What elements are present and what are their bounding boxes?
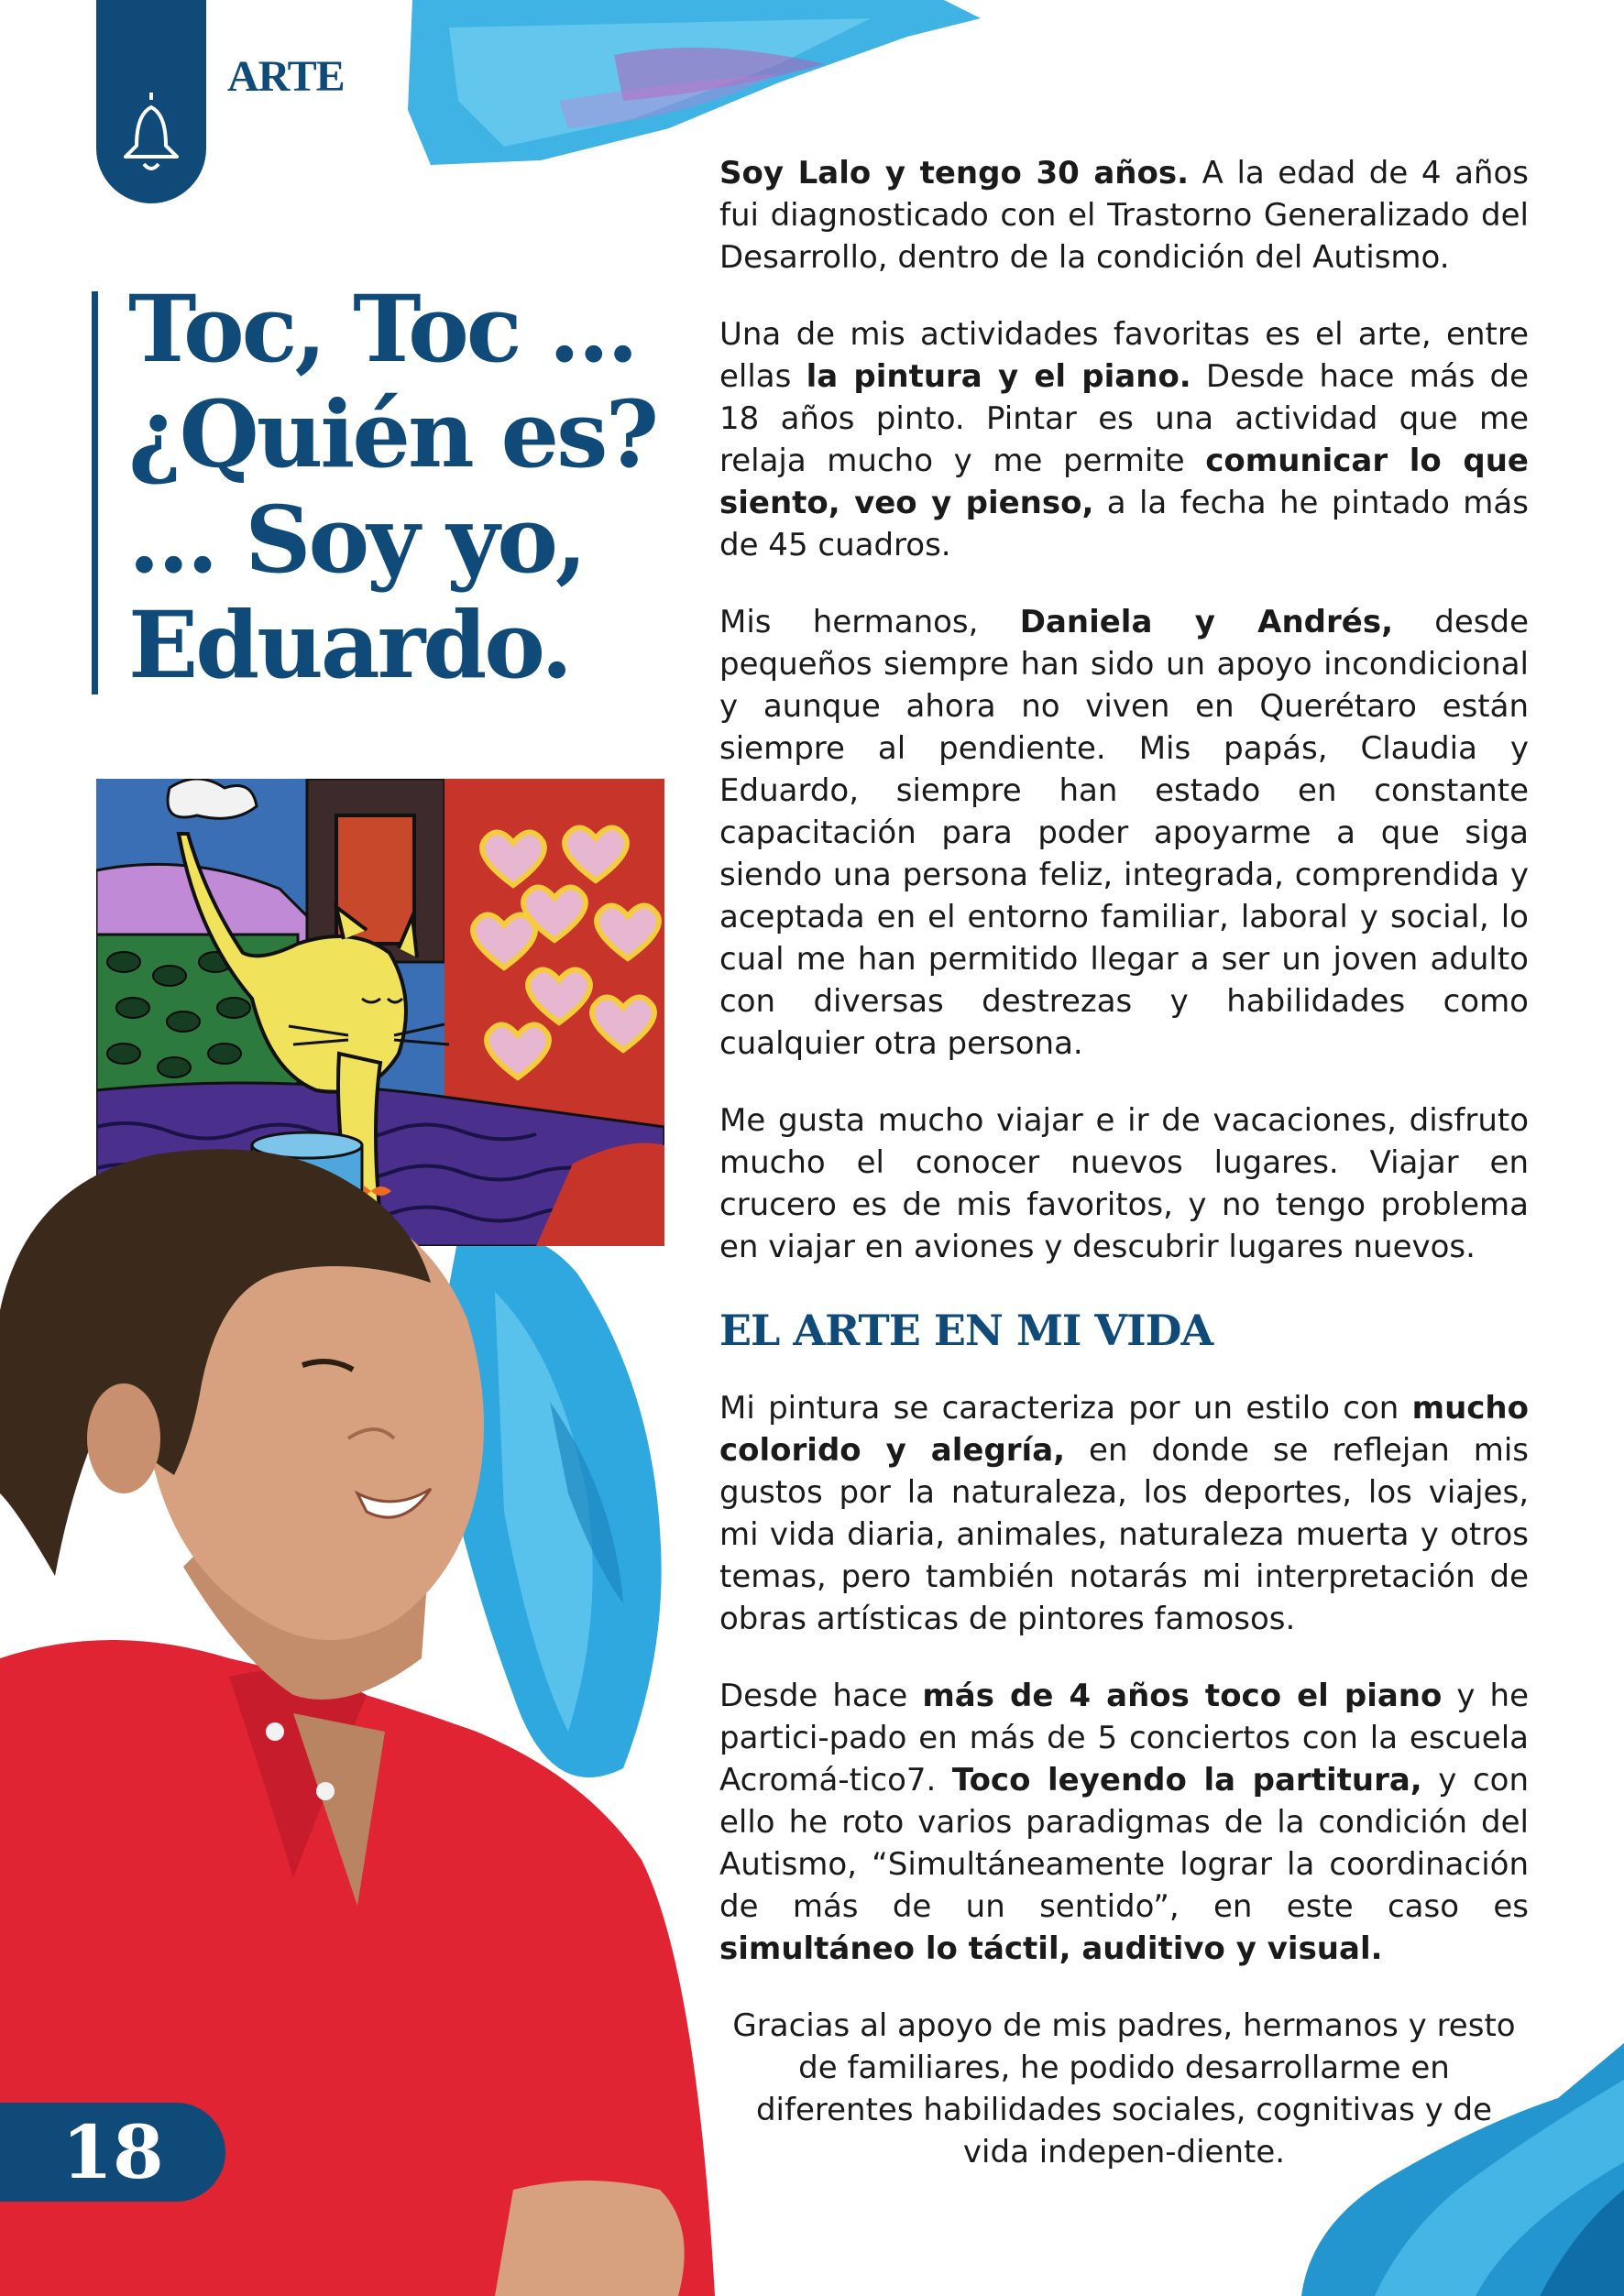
text: y he partici-pado en más de 5 conciertos con la escuela Acromá-tico7. (719, 1678, 1529, 1799)
section-subheading: EL ARTE EN MI VIDA (719, 1306, 1213, 1355)
bold-text: más de 4 años toco el piano (922, 1678, 1443, 1714)
page-number: 18 (0, 2103, 225, 2202)
section-tab (96, 0, 206, 203)
text: en donde se reflejan mis gustos por la naturaleza, los deportes, los viajes, mi vida diaria, animales, naturaleza muerta y otros temas, pero también notarás mi interpretación de obras artísticas de pintores famosos. (719, 1432, 1529, 1637)
text: A la edad de 4 años fui diagnosticado con el Trastorno Generalizado del Desarrollo, dentro de la condición del Autismo. (719, 155, 1529, 276)
article-body (719, 152, 1529, 2208)
bold-text: simultáneo lo táctil, auditivo y visual. (719, 1930, 1383, 1967)
bold-text: la pintura y el piano. (806, 358, 1191, 395)
article-paragraph (719, 1675, 1529, 1970)
bold-text: comunicar lo que siento, veo y pienso, (719, 443, 1529, 521)
headline-rule (92, 291, 98, 694)
text: Mi pintura se caracteriza por un estilo con (719, 1390, 1412, 1427)
article-paragraph (719, 1099, 1529, 1268)
text: a la fecha he pintado más de 45 cuadros. (719, 485, 1529, 563)
article-paragraph (719, 1387, 1529, 1640)
text: Mis hermanos, (719, 604, 1020, 640)
headline-line: Toc, Toc ... (128, 275, 636, 383)
bold-text: Soy Lalo y tengo 30 años. (719, 155, 1190, 191)
headline-line: ... Soy yo, (128, 486, 585, 594)
section-label: ARTE (227, 52, 345, 101)
article-paragraph (719, 601, 1529, 1065)
text: Una de mis actividades favoritas es el arte, entre ellas (719, 316, 1529, 395)
text: Desde hace (719, 1678, 923, 1714)
text: Me gusta mucho viajar e ir de vacaciones, disfruto mucho el conocer nuevos lugares. Viajar en crucero es de mis favoritos, y no tengo problema en viajar en aviones y descubrir lugares nuevos. (719, 1102, 1529, 1265)
article-paragraph (719, 152, 1529, 279)
headline-line: ¿Quién es? (128, 380, 657, 488)
text: desde pequeños siempre han sido un apoyo incondicional y aunque ahora no viven en Querétaro están siempre al pendiente. Mis papás, Claudia y Eduardo, siempre han estado en constante capacitación para poder apoyarme a que siga siendo una persona feliz, integrada, comprendida y aceptada en el entorno familiar, laboral y social, lo cual me han permitido llegar a ser un joven adulto con diversas destrezas y habilidades como cualquier otra persona. (719, 604, 1529, 1062)
article-paragraph (719, 313, 1529, 566)
text: y con ello he roto varios paradigmas de la condición del Autismo, “Simultáneamente lograr la coordinación de más de un sentido”, en este caso es (719, 1762, 1529, 1925)
article-paragraph (719, 2005, 1529, 2173)
text: Desde hace más de 18 años pinto. Pintar es una actividad que me relaja mucho y me permite (719, 358, 1529, 479)
bold-text: mucho colorido y alegría, (719, 1390, 1529, 1469)
text: Gracias al apoyo de mis padres, hermanos y resto de familiares, he podido desarrollarme en diferentes habilidades sociales, cognitivas y de vida indepen-diente. (732, 2007, 1516, 2170)
bold-text: Daniela y Andrés, (1019, 604, 1394, 640)
bold-text: Toco leyendo la partitura, (951, 1762, 1422, 1799)
headline (128, 277, 697, 698)
bell-icon (116, 87, 186, 179)
headline-line: Eduardo. (128, 591, 571, 699)
